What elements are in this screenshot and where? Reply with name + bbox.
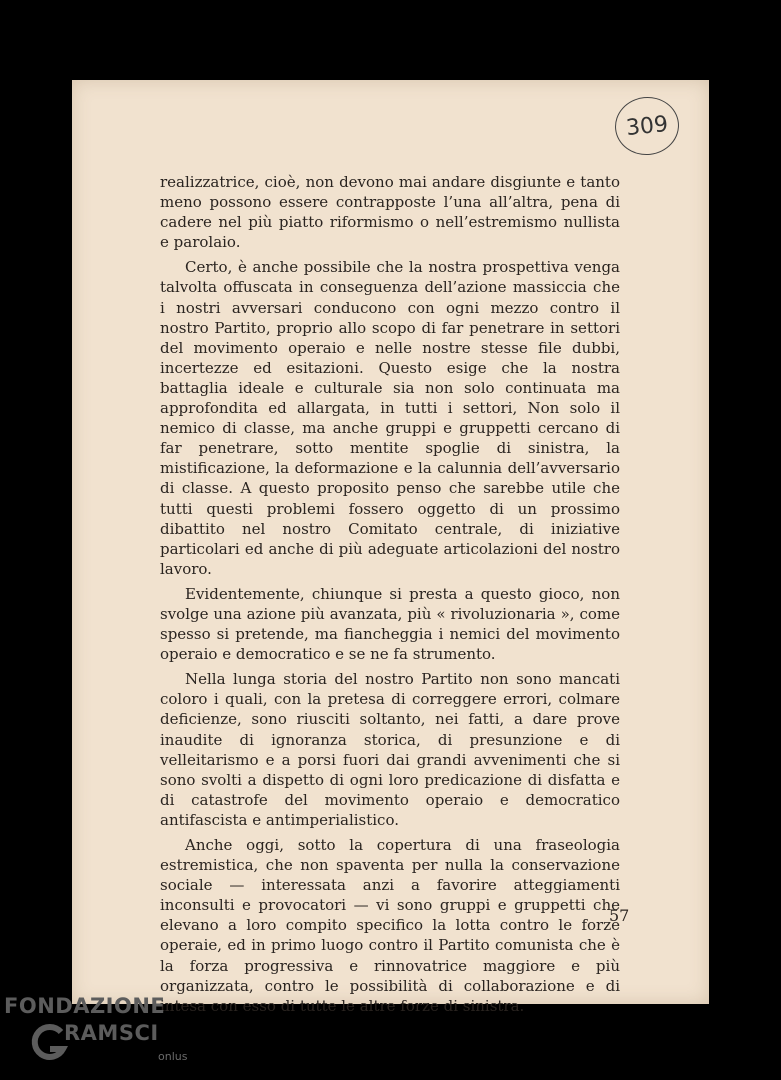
logo-line-3: onlus [158, 1050, 188, 1063]
logo-line-1: FONDAZIONE [4, 994, 166, 1018]
fondazione-gramsci-logo [4, 994, 194, 1074]
page-number: 57 [609, 906, 630, 925]
archive-page-stamp: 309 [612, 94, 682, 158]
paragraph: Nella lunga storia del nostro Partito non sono mancati coloro i quali, con la pretesa di correggere errori, colmare deficienze, sono riusciti soltanto, nei fatti, a dare prove inaudite di ignoranza storica, di presunzione e di velleitarismo e a porsi fuori dai grandi avvenimenti che si sono svolti a dispetto di ogni loro predicazione di disfatta e di catastrofe del movimento operaio e democratico antifascista e antimperialistico. [160, 670, 620, 829]
body-text [160, 172, 620, 1021]
paragraph: Certo, è anche possibile che la nostra prospettiva venga talvolta offuscata in conseguenza dell’azione massiccia che i nostri avversari conducono con ogni mezzo contro il nostro Partito, proprio allo scopo di far penetrare in settori del movimento operaio e nelle nostre stesse file dubbi, incertezze ed esitazioni. Questo esige che la nostra battaglia ideale e culturale sia non solo continuata ma approfondita ed allargata, in tutti i settori, Non solo il nemico di classe, ma anche gruppi e gruppetti cercano di far penetrare, sotto mentite spoglie di sinistra, la mistificazione, la deformazione e la calunnia dell’avversario di classe. A questo proposito penso che sarebbe utile che tutti questi problemi fossero oggetto di un prossimo dibattito nel nostro Comitato centrale, di iniziative particolari ed anche di più adeguate articolazioni del nostro lavoro. [160, 258, 620, 578]
paragraph: Anche oggi, sotto la copertura di una fraseologia estremistica, che non spaventa per nulla la conservazione sociale — interessata anzi a favorire atteggiamenti inconsulti e provocatori — vi sono gruppi e gruppetti che elevano a loro compito specifico la lotta contro le forze operaie, ed in primo luogo contro il Partito comunista che è la forza progressiva e rinnovatrice maggiore e più organizzata, contro le possibilità di collaborazione e di intesa con esso di tutte le altre forze di sinistra. [160, 836, 620, 1015]
logo-line-2: RAMSCI [64, 1021, 159, 1045]
paragraph: Evidentemente, chiunque si presta a questo gioco, non svolge una azione più avanzata, più « rivoluzionaria », come spesso si pretende, ma fiancheggia i nemici del movimento operaio e democratico e se ne fa strumento. [160, 584, 620, 664]
paragraph: realizzatrice, cioè, non devono mai andare disgiunte e tanto meno possono essere contrapposte l’una all’altra, pena di cadere nel più piatto riformismo o nell’estremismo nullista e parolaio. [160, 173, 620, 252]
